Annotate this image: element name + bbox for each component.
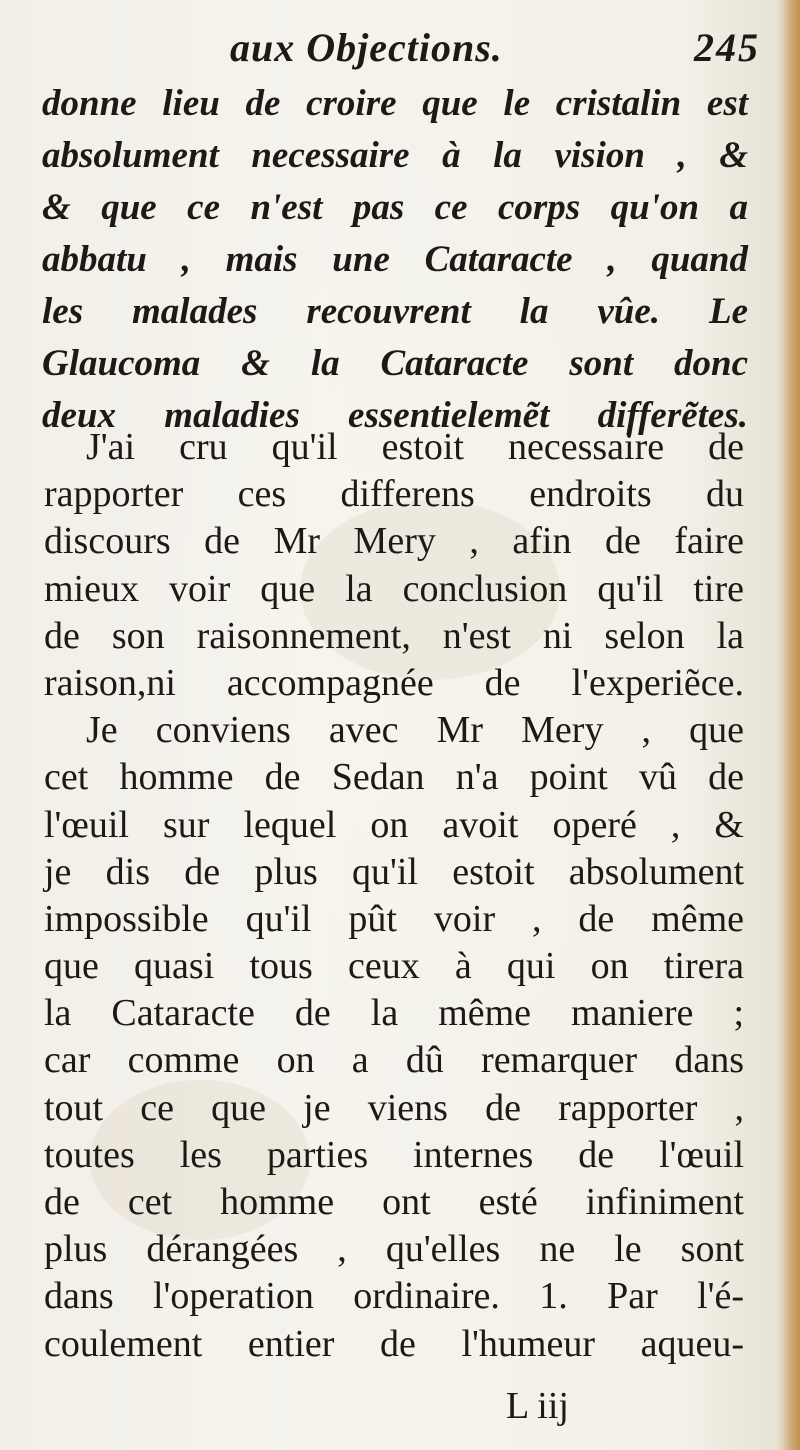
text-line: absolument necessaire à la vision , & [42, 135, 748, 176]
text-line: que quasi tous ceux à qui on tirera [44, 945, 744, 988]
page-header [230, 18, 760, 78]
text-line: les malades recouvrent la vûe. Le [42, 291, 748, 332]
text-line: de son raisonnement, n'est ni selon la [44, 614, 744, 657]
text-line: deux maladies essentielemẽt differẽtes. [42, 395, 748, 436]
text-line: de cet homme ont esté infiniment [44, 1181, 744, 1223]
text-line: dans l'operation ordinaire. 1. Par l'é- [44, 1275, 744, 1318]
text-line: la Cataracte de la même maniere ; [44, 992, 744, 1035]
text-line: coulement entier de l'humeur aqueu- [44, 1322, 744, 1365]
text-line: tout ce que je viens de rapporter , [44, 1086, 744, 1129]
text-line: impossible qu'il pût voir , de même [44, 897, 744, 940]
text-line: raison,ni accompagnée de l'experiẽce. [44, 661, 744, 704]
text-line: Glaucoma & la Cataracte sont donc [42, 343, 748, 384]
running-head: aux Objections. [230, 25, 503, 70]
roman-passage [44, 424, 744, 1368]
text-line: cet homme de Sedan n'a point vû de [44, 756, 744, 799]
text-line: Je conviens avec Mr Mery , que [86, 709, 744, 752]
page-number: 245 [694, 25, 760, 70]
text-line: mieux voir que la conclusion qu'il tire [44, 567, 744, 610]
text-line: toutes les parties internes de l'œuil [44, 1133, 744, 1176]
text-line: l'œuil sur lequel on avoit operé , & [44, 803, 744, 846]
italic-passage [42, 78, 748, 442]
text-line: plus dérangées , qu'elles ne le sont [44, 1228, 744, 1271]
text-line: J'ai cru qu'il estoit necessaire de [86, 426, 744, 468]
signature-mark: L iij [506, 1385, 569, 1427]
text-line: abbatu , mais une Cataracte , quand [42, 239, 748, 280]
text-line: rapporter ces differens endroits du [44, 473, 744, 516]
text-line: discours de Mr Mery , afin de faire [44, 520, 744, 563]
text-line: je dis de plus qu'il estoit absolument [44, 850, 744, 893]
text-line: car comme on a dû remarquer dans [44, 1039, 744, 1082]
text-line: donne lieu de croire que le cristalin est [42, 83, 748, 124]
text-line: & que ce n'est pas ce corps qu'on a [42, 187, 748, 228]
